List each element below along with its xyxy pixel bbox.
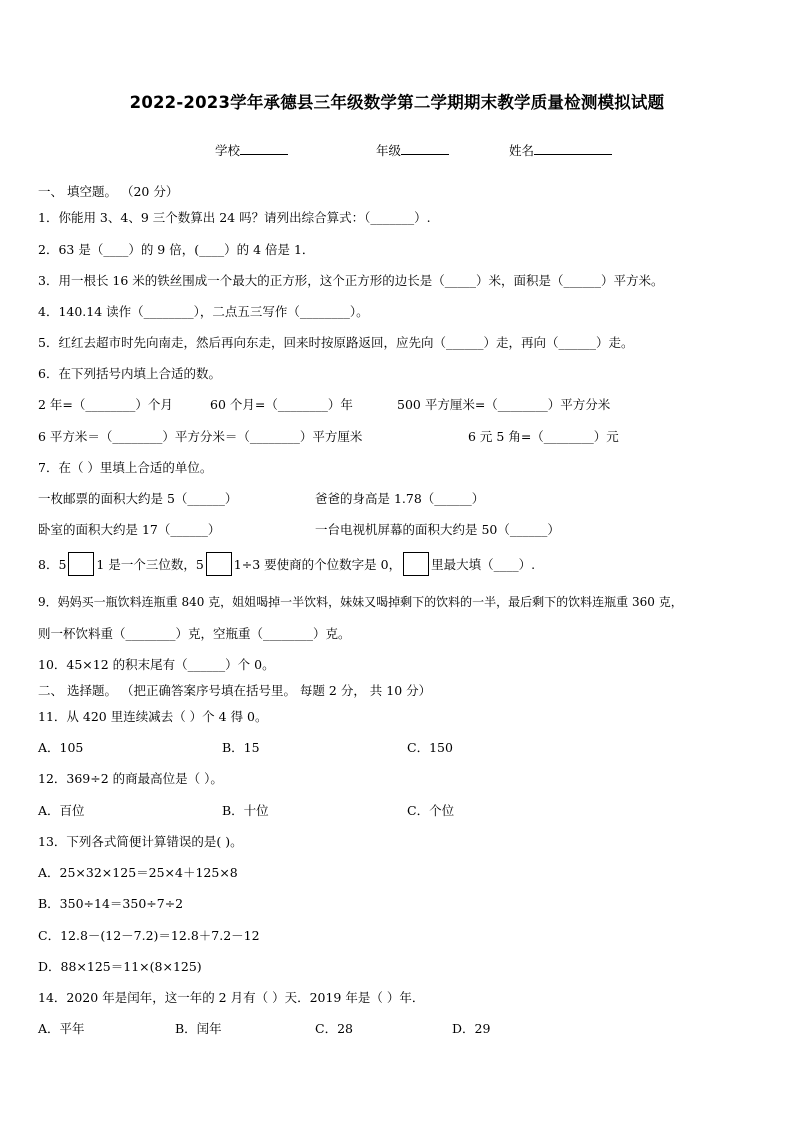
- school-blank[interactable]: [240, 142, 288, 155]
- question-2: 2．63 是（____）的 9 倍，(____）的 4 倍是 1．: [38, 242, 315, 257]
- question-14-option-d[interactable]: D．29: [452, 1021, 491, 1036]
- question-8: [38, 552, 535, 576]
- answer-box[interactable]: [68, 552, 94, 576]
- question-11-option-c[interactable]: C．150: [407, 740, 453, 755]
- grade-field: [376, 141, 449, 159]
- school-field: [215, 141, 288, 159]
- question-6-item-yuan: 6 元 5 角=（________）元: [468, 429, 619, 444]
- question-7-item-bedroom: 卧室的面积大约是 17（______）: [38, 522, 221, 537]
- question-6-item-months: 60 个月=（________）年: [210, 397, 353, 412]
- question-14-option-a[interactable]: A．平年: [38, 1021, 85, 1036]
- name-field: [509, 141, 612, 159]
- question-13-option-a[interactable]: A．25×32×125＝25×4＋125×8: [38, 865, 238, 880]
- question-14-option-c[interactable]: C．28: [315, 1021, 353, 1036]
- question-14-option-b[interactable]: B．闰年: [175, 1021, 222, 1036]
- question-6: 6．在下列括号内填上合适的数。: [38, 366, 221, 381]
- question-13-option-b[interactable]: B．350÷14＝350÷7÷2: [38, 896, 184, 911]
- question-6-item-area: 500 平方厘米=（________）平方分米: [397, 397, 611, 412]
- question-8-part-d: 里最大填（____）.: [431, 557, 536, 572]
- question-11-option-a[interactable]: A．105: [38, 740, 84, 755]
- question-13-option-d[interactable]: D．88×125＝11×(8×125): [38, 959, 202, 974]
- question-12-option-a[interactable]: A．百位: [38, 803, 85, 818]
- question-8-part-a: 8．5: [38, 557, 67, 572]
- page-title: 2022-2023学年承德县三年级数学第二学期期末教学质量检测模拟试题: [129, 93, 665, 112]
- question-3: 3．用一根长 16 米的铁丝围成一个最大的正方形，这个正方形的边长是（_____）米，面积是（______）平方米。: [38, 273, 664, 288]
- grade-blank[interactable]: [401, 142, 449, 155]
- question-8-part-b: 1 是一个三位数，5: [96, 557, 204, 572]
- question-14: 14．2020 年是闰年，这一年的 2 月有（ ）天．2019 年是（ ）年．: [38, 990, 425, 1005]
- question-6-item-years: 2 年=（________）个月: [38, 397, 173, 412]
- question-5: 5．红红去超市时先向南走，然后再向东走，回来时按原路返回，应先向（______）走，再向（______）走。: [38, 335, 634, 350]
- question-12: 12．369÷2 的商最高位是（ ）。: [38, 771, 223, 786]
- question-12-option-c[interactable]: C．个位: [407, 803, 455, 818]
- section-2-header: 二、 选择题。 （把正确答案序号填在括号里。 每题 2 分， 共 10 分）: [38, 683, 432, 698]
- question-7-item-stamp: 一枚邮票的面积大约是 5（______）: [38, 491, 238, 506]
- question-11: 11．从 420 里连续减去（ ）个 4 得 0。: [38, 709, 268, 724]
- grade-label: 年级: [376, 143, 402, 158]
- answer-box[interactable]: [206, 552, 232, 576]
- section-1-header: 一、 填空题。 （20 分）: [38, 184, 179, 199]
- question-11-option-b[interactable]: B．15: [222, 740, 260, 755]
- question-8-part-c: 1÷3 要使商的个位数字是 0，: [233, 557, 402, 572]
- question-6-item-square-meters: 6 平方米＝（________）平方分米＝（________）平方厘米: [38, 429, 363, 444]
- name-blank[interactable]: [534, 142, 612, 155]
- question-7-item-tv: 一台电视机屏幕的面积大约是 50（______）: [315, 522, 560, 537]
- question-12-option-b[interactable]: B．十位: [222, 803, 269, 818]
- question-13-option-c[interactable]: C．12.8－(12－7.2)＝12.8＋7.2－12: [38, 928, 260, 943]
- school-label: 学校: [215, 143, 241, 158]
- question-7-item-height: 爸爸的身高是 1.78（______）: [315, 491, 485, 506]
- question-13: 13．下列各式简便计算错误的是( )。: [38, 834, 243, 849]
- question-1: 1．你能用 3、4、9 三个数算出 24 吗？请列出综合算式：（_______）.: [38, 210, 431, 225]
- question-9-line-1: 9．妈妈买一瓶饮料连瓶重 840 克，姐姐喝掉一半饮料，妹妹又喝掉剩下的饮料的一半，最后剩下的饮料连瓶重 360 克，: [38, 595, 683, 609]
- question-4: 4．140.14 读作（________），二点五三写作（________）。: [38, 304, 369, 319]
- question-7: 7．在（ ）里填上合适的单位。: [38, 460, 213, 475]
- question-9-line-2: 则一杯饮料重（________）克，空瓶重（________）克。: [38, 626, 351, 641]
- name-label: 姓名: [509, 143, 535, 158]
- answer-box[interactable]: [403, 552, 429, 576]
- question-10: 10．45×12 的积末尾有（______）个 0。: [38, 657, 275, 672]
